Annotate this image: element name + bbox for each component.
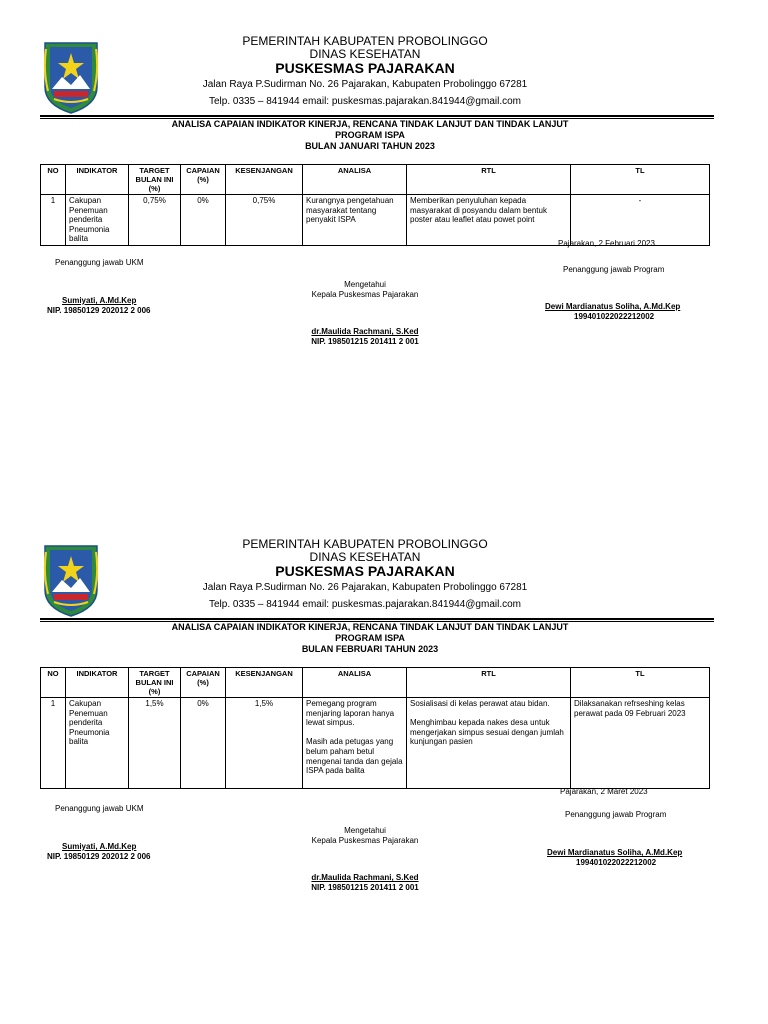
cell-capaian: 0% [181, 698, 226, 789]
table-row [41, 195, 710, 246]
header-rule-thick [40, 618, 714, 620]
kepala-nip: NIP. 198501215 201411 2 001 [311, 883, 419, 892]
cell-analisa: Kurangnya pengetahuan masyarakat tentang penyakit ISPA [303, 195, 407, 246]
header-puskesmas: PUSKESMAS PAJARAKAN [275, 60, 455, 76]
program-nip: 199401022022212002 [576, 858, 657, 867]
header-address: Jalan Raya P.Sudirman No. 26 Pajarakan, Kabupaten Probolinggo 67281 [202, 582, 528, 593]
kepala-name: dr.Maulida Rachmani, S.Ked [311, 873, 419, 882]
col-analisa: ANALISA [303, 165, 407, 195]
cell-indikator: Cakupan Penemuan penderita Pneumonia balita [66, 698, 129, 789]
report-title: ANALISA CAPAIAN INDIKATOR KINERJA, RENCANA TINDAK LANJUT DAN TINDAK LANJUT [171, 119, 569, 129]
col-target: TARGET BULAN INI (%) [129, 165, 181, 195]
header-government: PEMERINTAH KABUPATEN PROBOLINGGO [242, 537, 488, 551]
cell-tl: - [571, 195, 710, 246]
header-rule-thick [40, 115, 714, 117]
report-january [0, 0, 768, 470]
program-name: Dewi Mardianatus Soliha, A.Md.Kep [545, 302, 681, 311]
indicator-table [40, 667, 710, 789]
cell-target: 1,5% [129, 698, 181, 789]
col-tl: TL [571, 668, 710, 698]
report-february [0, 503, 768, 973]
cell-tl: Dilaksanakan refrseshing kelas perawat pada 09 Februari 2023 [571, 698, 710, 789]
ukm-name: Sumiyati, A.Md.Kep [62, 842, 137, 851]
report-period: BULAN FEBRUARI TAHUN 2023 [301, 644, 439, 654]
probolinggo-regency-emblem-icon [42, 544, 100, 618]
kepala-name: dr.Maulida Rachmani, S.Ked [311, 327, 419, 336]
col-target: TARGET BULAN INI (%) [129, 668, 181, 698]
col-indikator: INDIKATOR [66, 668, 129, 698]
header-department: DINAS KESEHATAN [309, 550, 421, 564]
program-label: Penanggung jawab Program [563, 265, 665, 274]
cell-analisa: Pemegang program menjaring laporan hanya lewat simpus. Masih ada petugas yang belum paham betul mengenai tanda dan gejala ISPA pada balita [303, 698, 407, 789]
report-program: PROGRAM ISPA [335, 130, 405, 140]
signature-date: Pajarakan, 2 Februari 2023 [558, 239, 655, 248]
col-indikator: INDIKATOR [66, 165, 129, 195]
col-rtl: RTL [407, 668, 571, 698]
ukm-label: Penanggung jawab UKM [55, 258, 144, 267]
table-header-row [41, 165, 710, 195]
header-puskesmas: PUSKESMAS PAJARAKAN [275, 563, 455, 579]
ukm-nip: NIP. 19850129 202012 2 006 [47, 306, 151, 315]
col-tl: TL [571, 165, 710, 195]
program-nip: 199401022022212002 [574, 312, 655, 321]
table-row [41, 698, 710, 789]
col-rtl: RTL [407, 165, 571, 195]
header-government: PEMERINTAH KABUPATEN PROBOLINGGO [242, 34, 488, 48]
ukm-label: Penanggung jawab UKM [55, 804, 144, 813]
cell-no: 1 [41, 698, 66, 789]
report-program: PROGRAM ISPA [335, 633, 405, 643]
mengetahui-label: Mengetahui [344, 280, 386, 289]
report-period: BULAN JANUARI TAHUN 2023 [305, 141, 435, 151]
col-capaian: CAPAIAN (%) [181, 165, 226, 195]
header-contact: Telp. 0335 – 841944 email: puskesmas.pajarakan.841944@gmail.com [208, 599, 521, 610]
col-kesenjangan: KESENJANGAN [226, 165, 303, 195]
report-title: ANALISA CAPAIAN INDIKATOR KINERJA, RENCANA TINDAK LANJUT DAN TINDAK LANJUT [171, 622, 569, 632]
indicator-table [40, 164, 710, 246]
program-label: Penanggung jawab Program [565, 810, 667, 819]
cell-rtl: Sosialisasi di kelas perawat atau bidan. Menghimbau kepada nakes desa untuk mengerjakan simpus sesuai dengan jumlah kunjungan pasien [407, 698, 571, 789]
program-name: Dewi Mardianatus Soliha, A.Md.Kep [547, 848, 683, 857]
col-kesenjangan: KESENJANGAN [226, 668, 303, 698]
header-address: Jalan Raya P.Sudirman No. 26 Pajarakan, Kabupaten Probolinggo 67281 [202, 79, 528, 90]
kepala-label: Kepala Puskesmas Pajarakan [311, 836, 419, 845]
col-capaian: CAPAIAN (%) [181, 668, 226, 698]
cell-no: 1 [41, 195, 66, 246]
cell-indikator: Cakupan Penemuan penderita Pneumonia balita [66, 195, 129, 246]
cell-target: 0,75% [129, 195, 181, 246]
header-department: DINAS KESEHATAN [309, 47, 421, 61]
kepala-nip: NIP. 198501215 201411 2 001 [311, 337, 419, 346]
cell-kesenjangan: 1,5% [226, 698, 303, 789]
kepala-label: Kepala Puskesmas Pajarakan [311, 290, 419, 299]
signature-date: Pajarakan, 2 Maret 2023 [560, 787, 648, 796]
col-no: NO [41, 165, 66, 195]
ukm-nip: NIP. 19850129 202012 2 006 [47, 852, 151, 861]
col-no: NO [41, 668, 66, 698]
ukm-name: Sumiyati, A.Md.Kep [62, 296, 137, 305]
table-header-row [41, 668, 710, 698]
probolinggo-regency-emblem-icon [42, 41, 100, 115]
mengetahui-label: Mengetahui [344, 826, 386, 835]
col-analisa: ANALISA [303, 668, 407, 698]
cell-rtl: Memberikan penyuluhan kepada masyarakat di posyandu dalam bentuk poster atau leaflet atau powet point [407, 195, 571, 246]
cell-kesenjangan: 0,75% [226, 195, 303, 246]
header-contact: Telp. 0335 – 841944 email: puskesmas.pajarakan.841944@gmail.com [208, 96, 521, 107]
cell-capaian: 0% [181, 195, 226, 246]
